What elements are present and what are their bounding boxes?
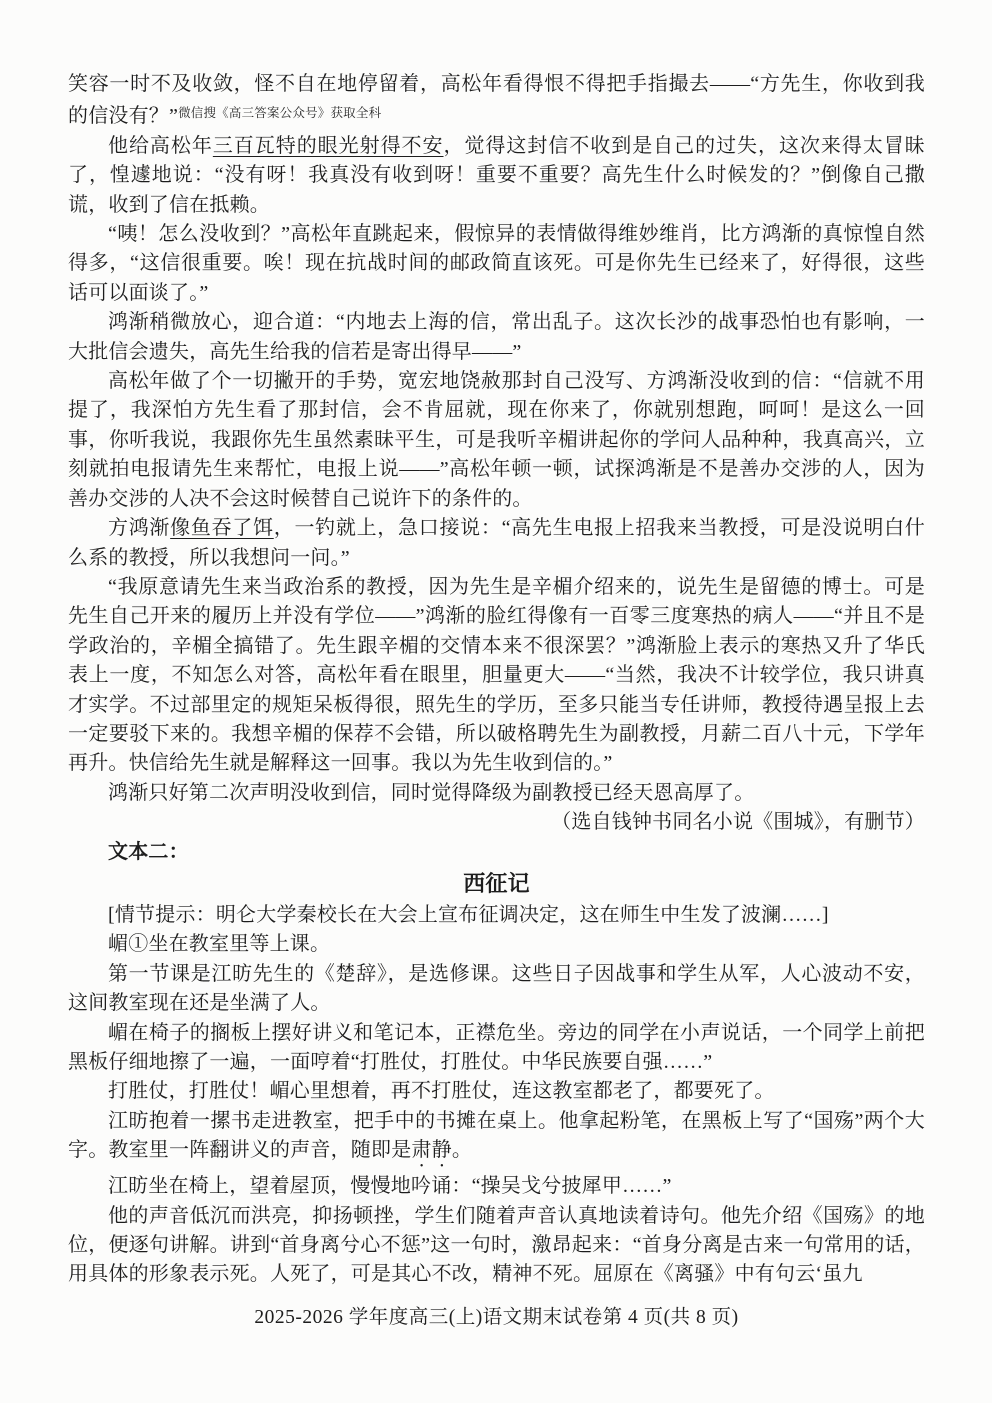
page-footer: 2025-2026 学年度高三(上)语文期末试卷第 4 页(共 8 页)	[254, 1306, 739, 1328]
novel-paragraph	[68, 573, 925, 779]
text-run: 。	[451, 1139, 473, 1162]
novel-paragraph	[68, 1172, 925, 1201]
novel-paragraph	[68, 1077, 925, 1106]
text-run: 江昉抱着一摞书走进教室，把手中的书摊在桌上。他拿起粉笔，在黑板上写了“国殇”两个大字。教室里一阵翻讲义的声音，随即是	[68, 1109, 925, 1162]
text-run: 鸿渐只好第二次声明没收到信，同时觉得降级为副教授已经天恩高厚了。	[108, 781, 755, 804]
novel-paragraph	[68, 1107, 925, 1172]
text-body	[68, 70, 925, 1290]
text-run: 鸿渐稍微放心，迎合道：“内地去上海的信，常出乱子。这次长沙的战事恐怕也有影响，一大批信会遗失，高先生给我的信若是寄出得早——”	[68, 311, 925, 363]
text-run: 江昉坐在椅上，望着屋顶，慢慢地吟诵：“操吴戈兮披犀甲……”	[108, 1175, 672, 1198]
text-run: 文本二：	[108, 840, 189, 863]
text-run: （选自钱钟书同名小说《围城》，有删节）	[551, 811, 925, 834]
novel-paragraph	[68, 308, 925, 367]
text-run: 打胜仗，打胜仗！嵋心里想着，再不打胜仗，连这教室都老了，都要死了。	[108, 1080, 775, 1103]
text-run: 嵋在椅子的搁板上摆好讲义和笔记本，正襟危坐。旁边的同学在小声说话，一个同学上前把黑板仔细地擦了一遍，一面哼着“打胜仗，打胜仗。中华民族要自强……”	[68, 1021, 925, 1073]
text-run: 第一节课是江昉先生的《楚辞》，是选修课。这些日子因战事和学生从军，人心波动不安，这间教室现在还是坐满了人。	[68, 962, 925, 1015]
novel-paragraph	[68, 132, 925, 220]
text-run: “咦！怎么没收到？”高松年直跳起来，假惊异的表情做得维妙维肖，比方鸿渐的真惊惶自然得多，“这信很重要。唉！现在抗战时间的邮政简直该死。可是你先生已经来了，好得很，这些话可以面谈了。”	[68, 223, 925, 304]
novel-paragraph	[68, 367, 925, 514]
novel-paragraph	[68, 70, 925, 132]
novel-paragraph	[68, 1202, 925, 1290]
text-run: ，一钓就上，急口接说：“高先生电报上招我来当教授，可是没说明白什么系的教授，所以我想问一问。”	[68, 517, 925, 569]
novel-paragraph	[68, 220, 925, 308]
plot-hint-line	[68, 901, 925, 930]
text-run: 方鸿渐	[108, 517, 171, 540]
text-two-label	[68, 838, 925, 867]
text-run: 高松年做了个一切撇开的手势，宽宏地饶赦那封自己没写、方鸿渐没收到的信：“信就不用提了，我深怕方先生看了那封信，会不肯屈就，现在你来了，你就别想跑，呵呵！是这么一回事，你听我说，我跟你先生虽然素昧平生，可是我听辛楣讲起你的学问人品种种，我真高兴，立刻就拍电报请先生来帮忙，电报上说——”高松年顿一顿，试探鸿渐是不是善办交涉的人，因为善办交涉的人决不会这时候替自己说许下的条件的。	[68, 370, 925, 510]
underlined-phrase: 三百瓦特的眼光射得不安	[212, 134, 444, 157]
text-run: 西征记	[463, 870, 530, 896]
dot-emphasized-word: 肃静	[411, 1139, 452, 1162]
text-run: [情节提示：明仑大学秦校长在大会上宣布征调决定，这在师生中生发了波澜……]	[108, 903, 829, 926]
text-run: “我原意请先生来当政治系的教授，因为先生是辛楣介绍来的，说先生是留德的博士。可是先生自己开来的履历上并没有学位——”鸿渐的脸红得像有一百零三度寒热的病人——“并且不是学政治的，辛楣全搞错了。先生跟辛楣的交情本来不很深罢？”鸿渐脸上表示的寒热又升了华氏表上一度，不知怎么对答，高松年看在眼里，胆量更大——“当然，我决不计较学位，我只讲真才实学。不过部里定的规矩呆板得很，照先生的学历，至多只能当专任讲师，教授待遇呈报上去一定要驳下来的。我想辛楣的保荐不会错，所以破格聘先生为副教授，月薪二百八十元，下学年再升。快信给先生就是解释这一回事。我以为先生收到信的。”	[68, 575, 925, 775]
text-run: 他的声音低沉而洪亮，抑扬顿挫，学生们随着声音认真地读着诗句。他先介绍《国殇》的地位，便逐句讲解。讲到“首身离兮心不惩”这一句时，激昂起来：“首身分离是古来一句常用的话，用具体的形象表示死。人死了，可是其心不改，精神不死。屈原在《离骚》中有句云‘虽九	[68, 1204, 925, 1286]
text-two-title	[68, 868, 925, 899]
text-run: 嵋①坐在教室里等上课。	[108, 933, 331, 956]
source-attribution	[68, 808, 925, 837]
novel-paragraph	[68, 930, 925, 959]
watermark-ad-text: 微信搜《高三答案公众号》获取全科	[178, 106, 382, 121]
novel-paragraph	[68, 514, 925, 573]
text-run: 笑容一时不及收敛，怪不自在地停留着，高松年看得恨不得把手指撮去——“方先生，你收到我的信没有？”	[68, 73, 925, 128]
underlined-phrase: 像鱼吞了饵	[170, 517, 274, 540]
novel-paragraph	[68, 1019, 925, 1078]
text-run: 他给高松年	[108, 134, 213, 157]
novel-paragraph	[68, 779, 925, 808]
novel-paragraph	[68, 960, 925, 1019]
text-run: ，觉得这封信不收到是自己的过失，这次来得太冒昧了，惶遽地说：“没有呀！我真没有收到呀！重要不重要？高先生什么时候发的？”倒像自己撒谎，收到了信在抵赖。	[68, 134, 925, 216]
